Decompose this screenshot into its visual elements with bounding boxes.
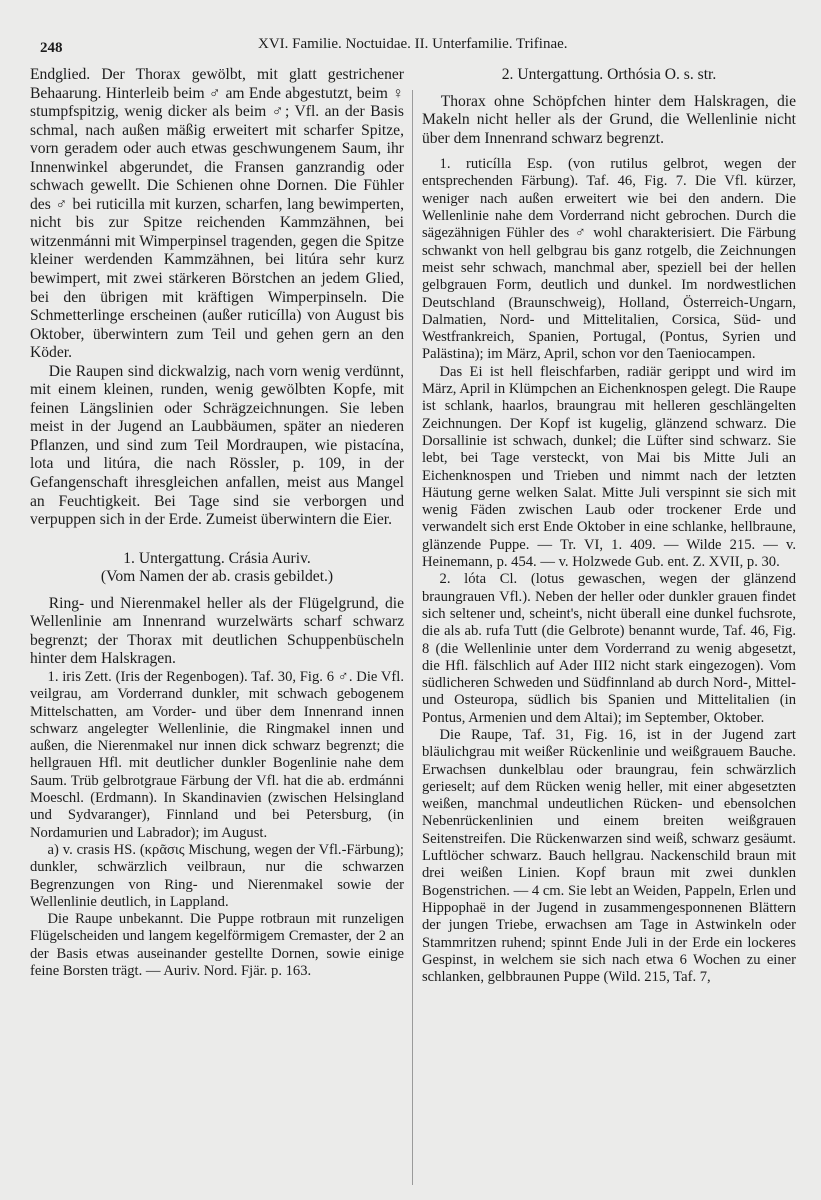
section-heading: 1. Untergattung. Crásia Auriv. [123, 549, 311, 567]
variety-entry: a) v. crasis HS. (κρᾶσις Mischung, wegen der Vfl.-Färbung); dunkler, schwärzlich veilbraun, nur die schwarzen Begrenzungen von Ring- und Nierenmakel sowie der Wellenlinie deutlich, in Lappland. [30, 841, 404, 910]
section-heading: 2. Untergattung. Orthósia O. s. str. [501, 66, 717, 83]
paragraph: Die Raupe unbekannt. Die Puppe rotbraun mit runzeligen Flügelscheiden und langem kegelförmigem Cremaster, der 2 an der Basis etwas auseinander gestellte Dornen, sowie einige feine Borsten trägt. — Auriv. Nord. Fjär. p. 163. [30, 911, 404, 979]
species-entry: 1. ruticílla Esp. (von rutilus gelbrot, wegen der entsprechenden Färbung). Taf. 46, Fig. 7. Die Vfl. kürzer, weniger nach außen erweitert wie bei den andern. Die Wellenlinie nahe dem Vorderrand nicht gebrochen. Durch die sägezähnigen Fühler des ♂ wohl charakterisiert. Die Färbung schwankt von hell gelbgrau bis ganz rotgelb, die Zeichnungen meist sehr schwach, manchmal aber, speziell bei der hellen gelbgrauen Form, deutlich und dunkel. Im nordwestlichen Deutschland (Braunschweig), Holland, Österreich-Ungarn, Dalmatien, Nord- und Mittelitalien, Corsica, Süd- und Westfrankreich, Spanien, Portugal, (Pontus, Syrien und Palästina); im März, April, schon vor den Taeniocampen. [422, 156, 796, 363]
paragraph: Endglied. Der Thorax gewölbt, mit glatt gestrichener Behaarung. Hinterleib beim ♂ am Ende abgestutzt, beim ♀ stumpfspitzig, wenig dicker als beim ♂; Vfl. an der Basis schmal, nach außen mäßig erweitert mit scharfer Spitze, vorn geradem oder auch etwas geschwungenem Saum, ihr Innenwinkel abgerundet, die Fransen ganzrandig oder schwach gewellt. Die Schienen ohne Dornen. Die Fühler des ♂ bei ruticilla mit kurzen, scharfen, lang bewimperten, nicht bis zur Spitze reichenden Kammzähnen, bei witzenmánni mit Wimperpinsel tragenden, gegen die Spitze kleiner werdenden Kammzähnen, bei litúra sehr kurz bewimpert, mit zwei stärkeren Börstchen an jedem Glied, bei den übrigen mit kräftigen Wimperpinseln. Die Schmetterlinge erscheinen (außer ruticílla) von August bis Oktober, überwintern zum Teil und gehen gern an den Köder. [30, 66, 404, 362]
column-divider [412, 90, 413, 1185]
right-column [422, 66, 796, 986]
paragraph: Die Raupen sind dickwalzig, nach vorn wenig verdünnt, mit einem kleinen, runden, wenig gewölbten Kopfe, mit feinen Längslinien oder Schrägzeichnungen. Sie leben meist in der Jugend an Laubbäumen, später an niederen Pflanzen, und sind zum Teil Mordraupen, wie pistacína, lota und litúra, die nach Rössler, p. 109, in der Gefangenschaft ihresgleichen anfallen, meist aus Mangel an Feuchtigkeit. Bei Tage sind sie verborgen und verpuppen sich in der Erde. Zumeist überwintern die Eier. [30, 362, 404, 529]
paragraph: Das Ei ist hell fleischfarben, radiär gerippt und wird im März, April in Klümpchen an Eichenknospen gelegt. Die Raupe ist schlank, haarlos, braungrau mit helleren geschlängelten Zeichnungen. Der Kopf ist kugelig, glänzend schwarz. Die Dorsallinie ist schwach, dunkel; die Lüfter sind schwarz. Sie lebt, bei Tage versteckt, von Mai bis Mitte Juli an Eichenknospen und Trieben und nimmt nach der letzten Häutung gerne welken Salat. Mitte Juli verspinnt sie sich mit wenig Fäden zwischen Laub oder trockener Erde und verwandelt sich erst Ende Oktober in eine schlanke, hellbraune, glänzende Puppe. — Tr. VI, 1. 409. — Wilde 215. — v. Heinemann, p. 454. — v. Holzwede Gub. ent. Z. XVII, p. 30. [422, 363, 796, 571]
paragraph: Die Raupe, Taf. 31, Fig. 16, ist in der Jugend zart bläulichgrau mit weißer Rückenlinie und weißgrauem Bauche. Erwachsen dunkelblau oder braungrau, fein schwärzlich gerieselt; auf dem Rücken wenig heller, mit einer abgesetzten weißen, manchmal undeutlichen Rücken- und ebensolchen Nebenrückenlinien und einem breiten weißgrauen Seitenstreifen. Die Rückenwarzen sind weiß, schwarz gesäumt. Luftlöcher schwarz. Bauch hellgrau. Nackenschild braun mit drei weißen Linien. Kopf braun mit zwei dunklen Bogenstrichen. — 4 cm. Sie lebt an Weiden, Pappeln, Erlen und Hippophaë in der Jugend in zusammengesponnenen Blättern der jungen Triebe, erwachsen am Tage in Astwinkeln oder Stammritzen ruhend; spinnt Ende Juli in der Erde ein lockeres Gespinst, in welchem sie sich nach etwa 6 Wochen zu einer schlanken, gelbbraunen Puppe (Wild. 215, Taf. 7, [422, 726, 796, 986]
species-entry: 1. iris Zett. (Iris der Regenbogen). Taf. 30, Fig. 6 ♂. Die Vfl. veilgrau, am Vorderrand dunkler, mit schwach gebogenem Mittelschatten, am Vorder- und über dem Innenrand innen schwarz angelegter Wellenlinie, die Ringmakel innen und außen, die Nierenmakel nur innen dick schwarz begrenzt; die hellgrauen Hfl. mit deutlicher dunkler Bogenlinie nahe dem Saum. Trüb gelbrotgraue Färbung der Vfl. hat die ab. erdmánni Moeschl. (Erdmann). In Skandinavien (zwischen Helsingland und Sydvaranger), Finnland und bei Petersburg, (in Nordamurien und Labrador); im August. [30, 668, 404, 841]
section-subheading: (Vom Namen der ab. crasis gebildet.) [100, 568, 334, 586]
paragraph: Ring- und Nierenmakel heller als der Flügelgrund, die Wellenlinie am Innenrand wurzelwärts scharf schwarz begrenzt; der Thorax mit deutlichen Schuppenbüscheln hinter dem Halskragen. [30, 594, 404, 668]
species-entry: 2. lóta Cl. (lotus gewaschen, wegen der glänzend braungrauen Vfl.). Neben der heller oder dunkler grauen findet sich seltener und, scheint's, nicht überall eine dunkel fuchsrote, die als ab. rufa Tutt (die Gelbrote) benannt wurde, Taf. 46, Fig. 8 (die Wellenlinie unter dem Vorderrand zu wenig abgesetzt, die Hfl. fälschlich auf Ader III2 nicht stark eingezogen). Vom südlicheren Schweden und Südfinnland ab durch Nord-, Mittel- und Osteuropa, südlich bis Spanien und Mittelitalien (in Pontus, Armenien und dem Altai); im September, Oktober. [422, 571, 796, 726]
page-header [30, 36, 795, 58]
paragraph: Thorax ohne Schöpfchen hinter dem Halskragen, die Makeln nicht heller als der Grund, die Wellenlinie nicht über dem Innenrand schwarz begrenzt. [422, 92, 796, 147]
left-column [30, 66, 404, 980]
page-number: 248 [40, 40, 63, 56]
running-title: XVI. Familie. Noctuidae. II. Unterfamilie. Trifinae. [258, 36, 568, 52]
